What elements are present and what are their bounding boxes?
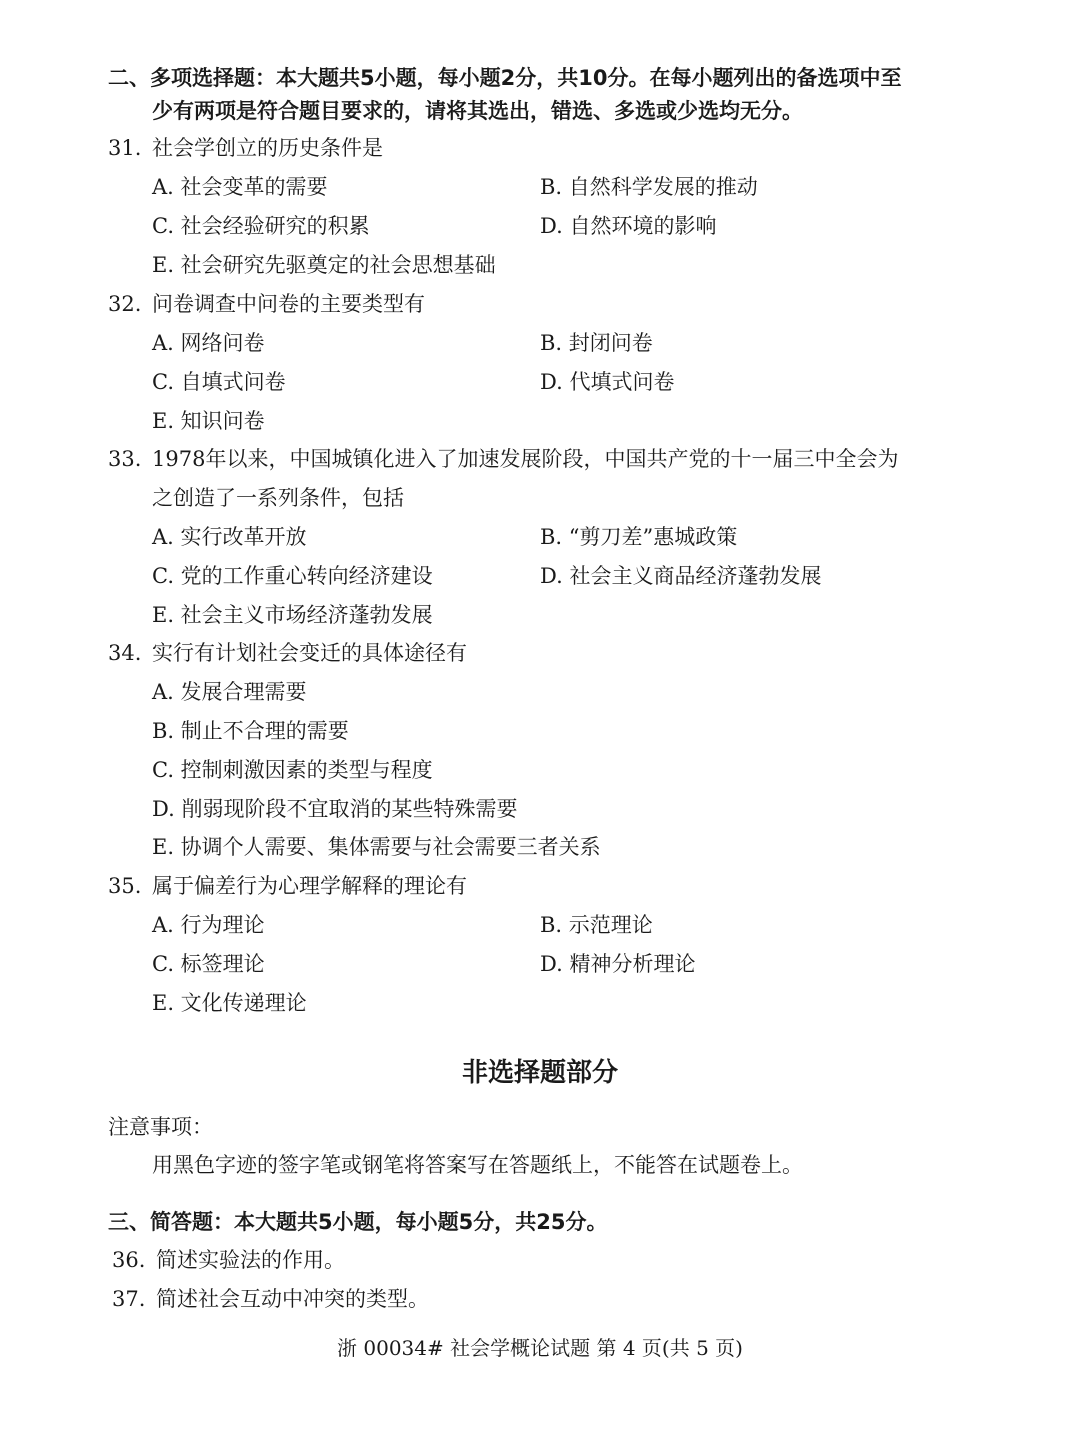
option-a: A. 网络问卷 <box>152 331 265 355</box>
option-e: E. 社会研究先驱奠定的社会思想基础 <box>152 253 496 277</box>
question-number: 34. <box>108 641 142 665</box>
option-c: C. 自填式问卷 <box>152 370 286 394</box>
question-stem: 属于偏差行为心理学解释的理论有 <box>152 874 467 898</box>
option-b: B. 制止不合理的需要 <box>152 719 349 743</box>
notice-label: 注意事项： <box>108 1115 213 1139</box>
question-stem: 简述社会互动中冲突的类型。 <box>156 1287 429 1311</box>
option-d: D. 精神分析理论 <box>540 952 696 976</box>
option-d: D. 削弱现阶段不宜取消的某些特殊需要 <box>152 797 518 821</box>
option-a: A. 行为理论 <box>152 913 265 937</box>
question-number: 36. <box>112 1248 146 1272</box>
page-footer: 浙 00034# 社会学概论试题 第 4 页(共 5 页) <box>337 1336 743 1360</box>
question-number: 31. <box>108 136 142 160</box>
part-title: 非选择题部分 <box>461 1058 618 1088</box>
option-a: A. 社会变革的需要 <box>152 175 328 199</box>
section-header-cont: 少有两项是符合题目要求的，请将其选出，错选、多选或少选均无分。 <box>152 99 803 123</box>
question-number: 37. <box>112 1287 146 1311</box>
option-c: C. 标签理论 <box>152 952 265 976</box>
option-e: E. 协调个人需要、集体需要与社会需要三者关系 <box>152 835 601 859</box>
option-d: D. 代填式问卷 <box>540 370 675 394</box>
option-b: B. “剪刀差”惠城政策 <box>540 525 738 549</box>
section-header: 二、多项选择题：本大题共5小题，每小题2分，共10分。在每小题列出的备选项中至 <box>108 66 902 90</box>
option-b: B. 自然科学发展的推动 <box>540 175 758 199</box>
question-stem: 实行有计划社会变迁的具体途径有 <box>152 641 467 665</box>
option-c: C. 党的工作重心转向经济建设 <box>152 564 433 588</box>
question-number: 33. <box>108 447 142 471</box>
option-b: B. 封闭问卷 <box>540 331 653 355</box>
question-stem: 社会学创立的历史条件是 <box>152 136 383 160</box>
option-e: E. 文化传递理论 <box>152 991 307 1015</box>
option-d: D. 自然环境的影响 <box>540 214 717 238</box>
option-c: C. 社会经验研究的积累 <box>152 214 370 238</box>
option-e: E. 知识问卷 <box>152 409 265 433</box>
option-c: C. 控制刺激因素的类型与程度 <box>152 758 433 782</box>
question-stem: 问卷调查中问卷的主要类型有 <box>152 292 425 316</box>
question-stem: 简述实验法的作用。 <box>156 1248 345 1272</box>
option-d: D. 社会主义商品经济蓬勃发展 <box>540 564 822 588</box>
question-stem: 1978年以来，中国城镇化进入了加速发展阶段，中国共产党的十一届三中全会为 <box>152 447 899 471</box>
question-number: 32. <box>108 292 142 316</box>
option-a: A. 实行改革开放 <box>152 525 307 549</box>
question-stem-cont: 之创造了一系列条件，包括 <box>152 486 404 510</box>
option-b: B. 示范理论 <box>540 913 653 937</box>
question-number: 35. <box>108 874 142 898</box>
option-a: A. 发展合理需要 <box>152 680 307 704</box>
option-e: E. 社会主义市场经济蓬勃发展 <box>152 603 433 627</box>
notice-text: 用黑色字迹的签字笔或钢笔将答案写在答题纸上，不能答在试题卷上。 <box>152 1153 803 1177</box>
section-header: 三、简答题：本大题共5小题，每小题5分，共25分。 <box>108 1210 608 1234</box>
